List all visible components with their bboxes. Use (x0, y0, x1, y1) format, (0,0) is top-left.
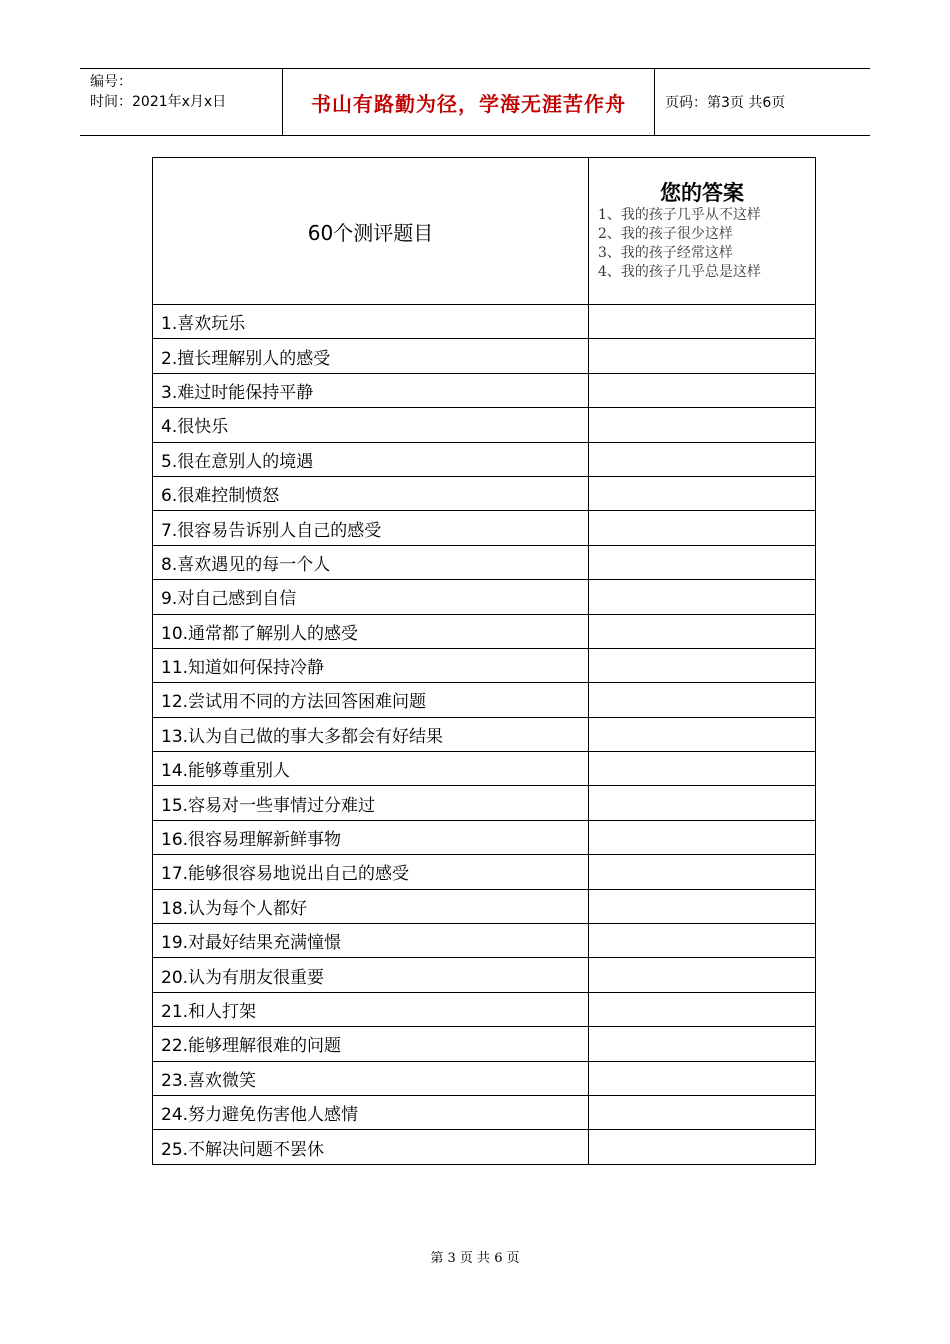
answer-cell[interactable] (589, 305, 816, 339)
answer-cell[interactable] (589, 992, 816, 1026)
answer-option: 3、我的孩子经常这样 (598, 245, 733, 261)
question-text: 9.对自己感到自信 (153, 580, 589, 614)
answer-cell[interactable] (589, 476, 816, 510)
table-title: 60个测评题目 (153, 158, 589, 305)
table-row (153, 889, 816, 923)
answer-cell[interactable] (589, 820, 816, 854)
question-text: 19.对最好结果充满憧憬 (153, 924, 589, 958)
answer-cell[interactable] (589, 958, 816, 992)
header-divider (654, 69, 655, 135)
table-row (153, 992, 816, 1026)
answer-header-cell (589, 158, 816, 305)
table-row (153, 683, 816, 717)
question-text: 23.喜欢微笑 (153, 1061, 589, 1095)
question-text: 5.很在意别人的境遇 (153, 442, 589, 476)
table-row (153, 717, 816, 751)
question-text: 12.尝试用不同的方法回答困难问题 (153, 683, 589, 717)
answer-cell[interactable] (589, 580, 816, 614)
header-page-label: 页码：第3页 共6页 (665, 95, 786, 111)
answer-cell[interactable] (589, 614, 816, 648)
answer-cell[interactable] (589, 373, 816, 407)
answer-cell[interactable] (589, 752, 816, 786)
table-row (153, 614, 816, 648)
table-row (153, 958, 816, 992)
question-text: 16.很容易理解新鲜事物 (153, 820, 589, 854)
header-motto: 书山有路勤为径，学海无涯苦作舟 (311, 91, 626, 116)
answer-cell[interactable] (589, 889, 816, 923)
question-text: 11.知道如何保持冷静 (153, 648, 589, 682)
answer-option: 1、我的孩子几乎从不这样 (598, 207, 761, 223)
answer-cell[interactable] (589, 545, 816, 579)
table-row (153, 1061, 816, 1095)
answer-cell[interactable] (589, 442, 816, 476)
table-row (153, 1130, 816, 1164)
answer-cell[interactable] (589, 717, 816, 751)
answer-cell[interactable] (589, 1061, 816, 1095)
question-text: 2.擅长理解别人的感受 (153, 339, 589, 373)
question-text: 15.容易对一些事情过分难过 (153, 786, 589, 820)
question-text: 18.认为每个人都好 (153, 889, 589, 923)
header-number-label: 编号： (90, 74, 132, 90)
answer-heading: 您的答案 (660, 181, 744, 205)
question-text: 1.喜欢玩乐 (153, 305, 589, 339)
answer-cell[interactable] (589, 683, 816, 717)
table-row (153, 1027, 816, 1061)
question-text: 25.不解决问题不罢休 (153, 1130, 589, 1164)
table-row (153, 820, 816, 854)
table-row (153, 511, 816, 545)
question-text: 24.努力避免伤害他人感情 (153, 1095, 589, 1129)
table-row (153, 1095, 816, 1129)
question-text: 13.认为自己做的事大多都会有好结果 (153, 717, 589, 751)
answer-option: 2、我的孩子很少这样 (598, 226, 733, 242)
table-row (153, 786, 816, 820)
question-text: 8.喜欢遇见的每一个人 (153, 545, 589, 579)
document-header (80, 68, 870, 136)
header-meta (90, 72, 226, 112)
table-row (153, 373, 816, 407)
page-footer: 第 3 页 共 6 页 (430, 1251, 520, 1266)
answer-cell[interactable] (589, 339, 816, 373)
table-row (153, 752, 816, 786)
question-text: 21.和人打架 (153, 992, 589, 1026)
table-row (153, 545, 816, 579)
answer-cell[interactable] (589, 855, 816, 889)
question-text: 17.能够很容易地说出自己的感受 (153, 855, 589, 889)
table-row (153, 855, 816, 889)
question-text: 14.能够尊重别人 (153, 752, 589, 786)
answer-option: 4、我的孩子几乎总是这样 (598, 264, 761, 280)
question-text: 20.认为有朋友很重要 (153, 958, 589, 992)
question-text: 22.能够理解很难的问题 (153, 1027, 589, 1061)
table-row (153, 648, 816, 682)
question-text: 7.很容易告诉别人自己的感受 (153, 511, 589, 545)
answer-cell[interactable] (589, 1027, 816, 1061)
table-row (153, 476, 816, 510)
answer-cell[interactable] (589, 511, 816, 545)
table-row (153, 305, 816, 339)
answer-cell[interactable] (589, 786, 816, 820)
table-row (153, 924, 816, 958)
question-text: 10.通常都了解别人的感受 (153, 614, 589, 648)
table-row (153, 408, 816, 442)
questionnaire-table (152, 157, 816, 1165)
table-row (153, 339, 816, 373)
question-text: 3.难过时能保持平静 (153, 373, 589, 407)
answer-cell[interactable] (589, 1095, 816, 1129)
table-row (153, 580, 816, 614)
answer-cell[interactable] (589, 1130, 816, 1164)
answer-cell[interactable] (589, 924, 816, 958)
question-text: 4.很快乐 (153, 408, 589, 442)
question-text: 6.很难控制愤怒 (153, 476, 589, 510)
answer-cell[interactable] (589, 408, 816, 442)
answer-cell[interactable] (589, 648, 816, 682)
header-time-label: 时间：2021年x月x日 (90, 94, 227, 110)
table-row (153, 442, 816, 476)
